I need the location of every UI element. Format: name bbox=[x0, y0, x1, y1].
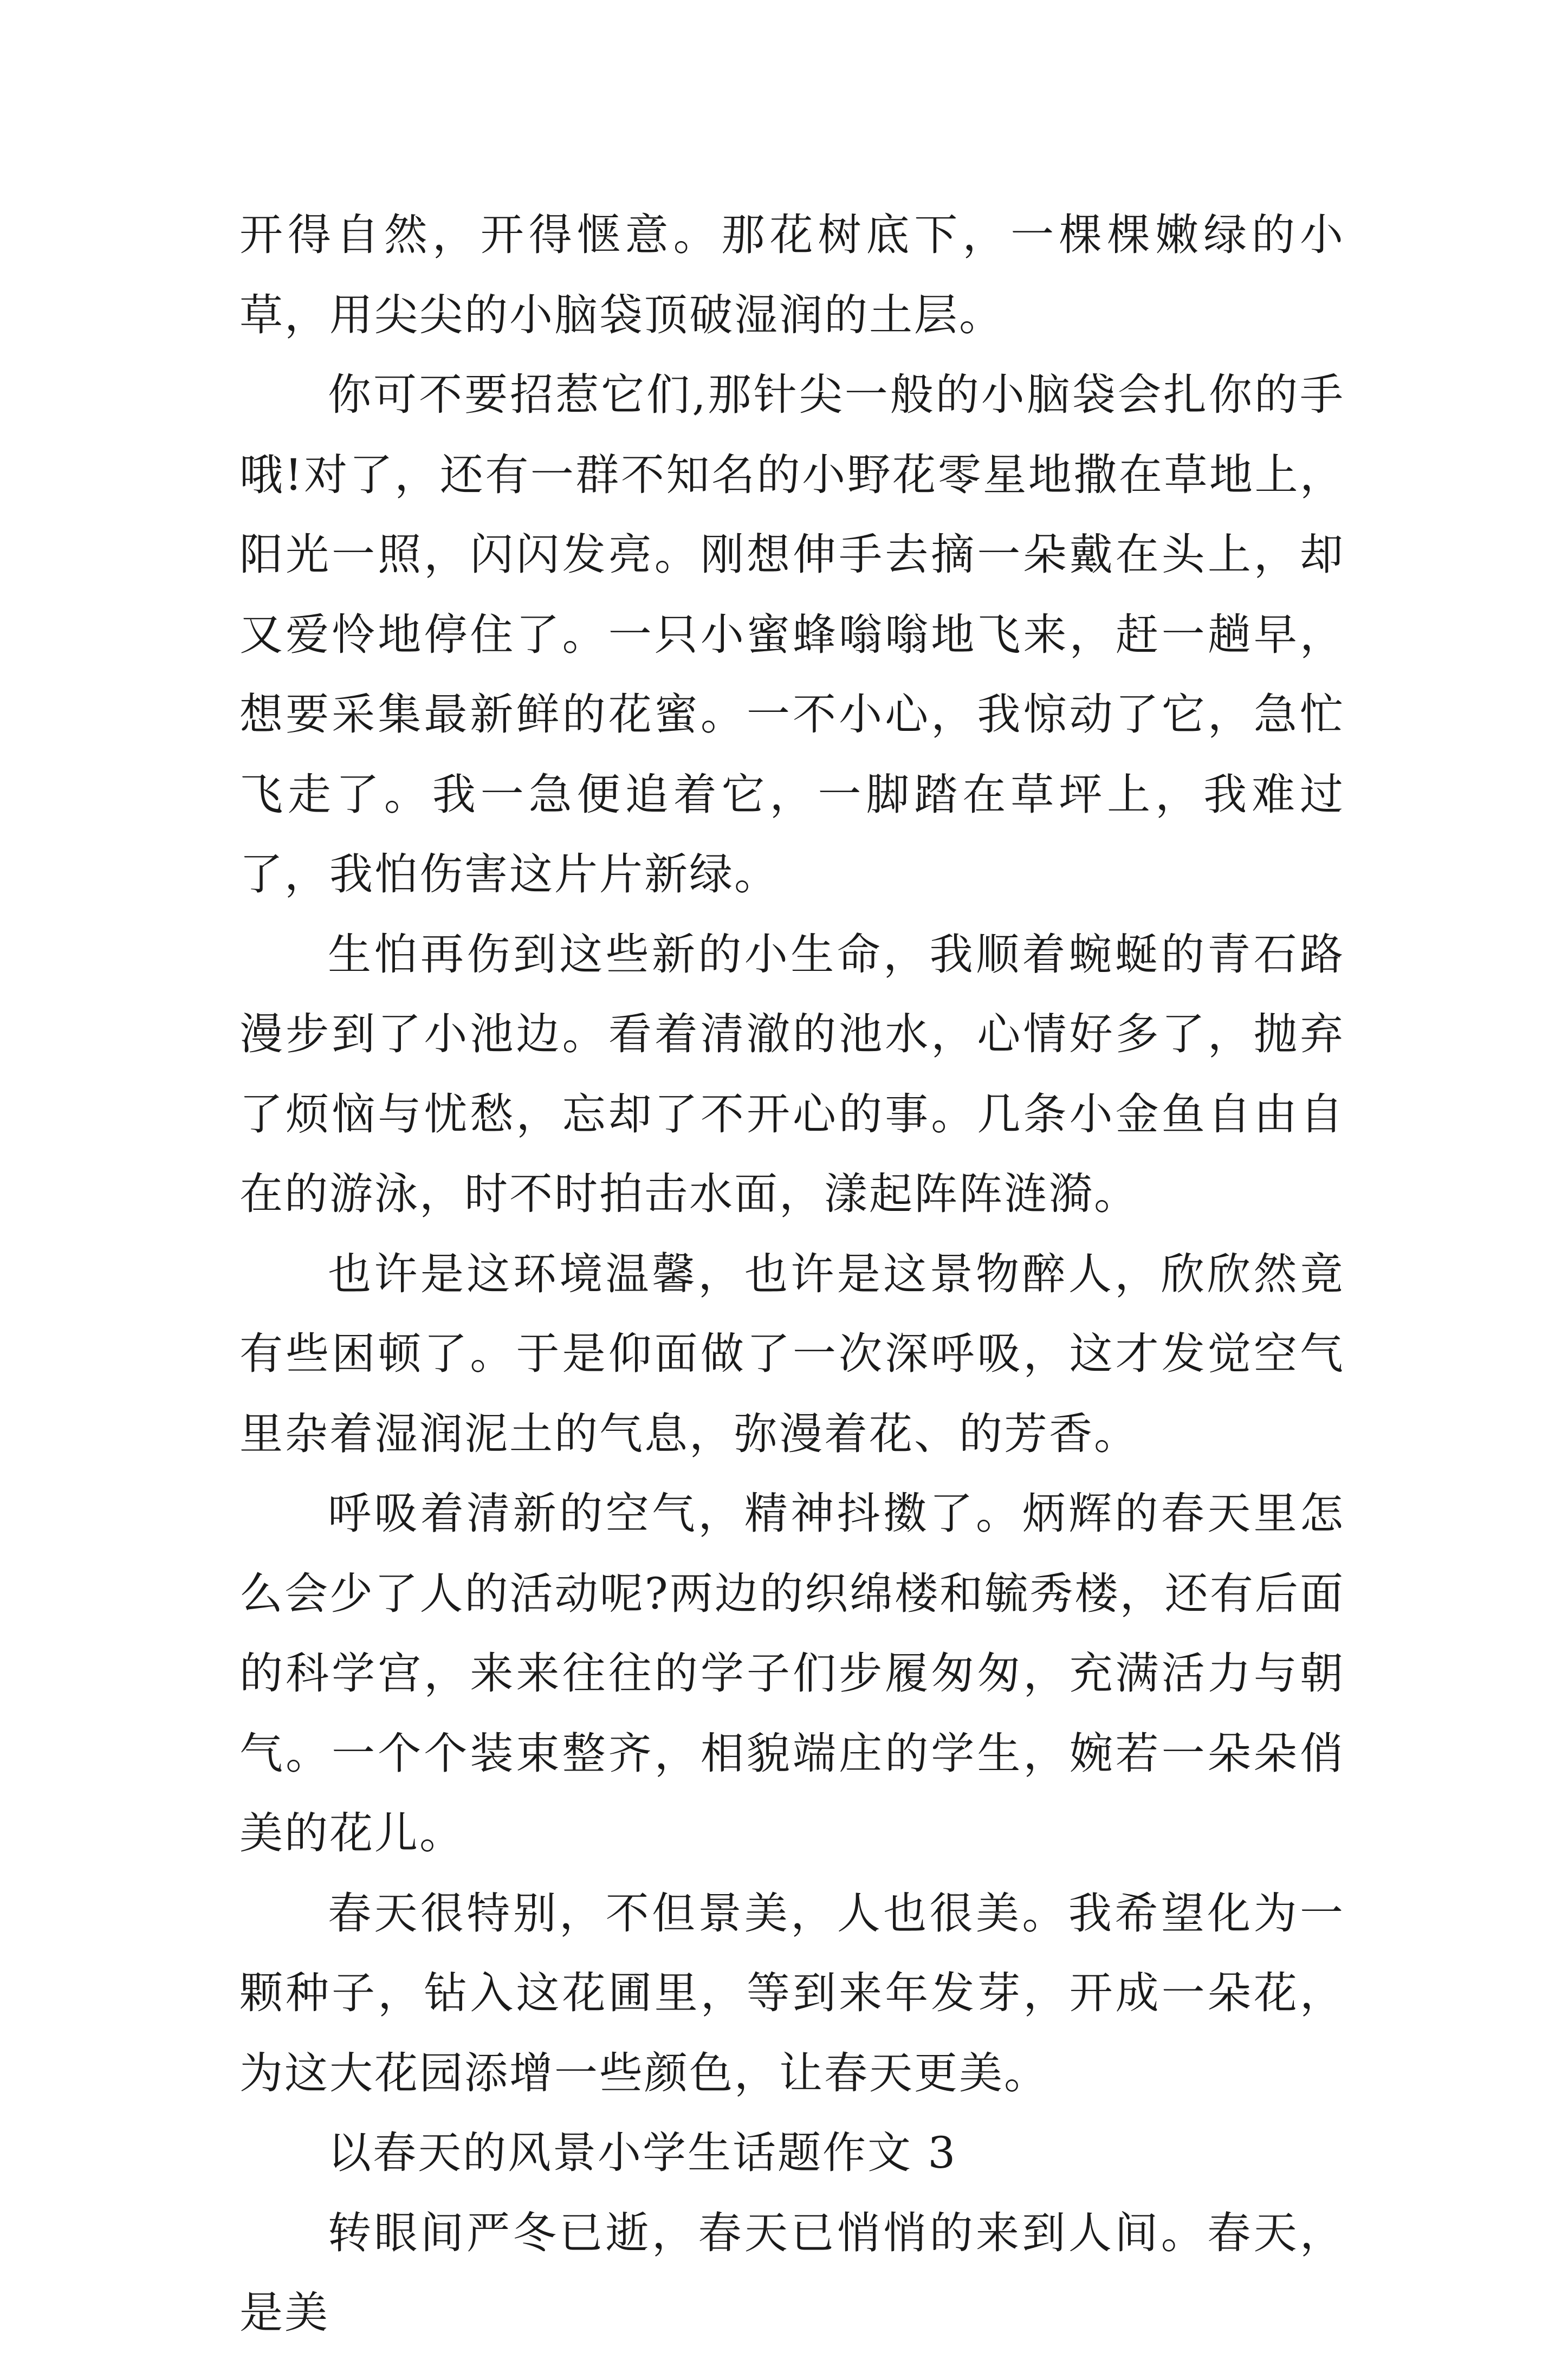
paragraph-1: 开得自然，开得惬意。那花树底下，一棵棵嫩绿的小草，用尖尖的小脑袋顶破湿润的土层。 bbox=[239, 210, 1345, 340]
paragraph-4: 也许是这环境温馨，也许是这景物醉人，欣欣然竟有些困顿了。于是仰面做了一次深呼吸，这才发觉空气里杂着湿润泥土的气息，弥漫着花、的芳香。 bbox=[239, 1248, 1345, 1459]
paragraph-5: 呼吸着清新的空气，精神抖擞了。炳辉的春天里怎么会少了人的活动呢?两边的织绵楼和毓秀楼，还有后面的科学宫，来来往往的学子们步履匆匆，充满活力与朝气。一个个装束整齐，相貌端庄的学生，婉若一朵朵俏美的花儿。 bbox=[239, 1488, 1345, 1858]
paragraph-6: 春天很特别，不但景美，人也很美。我希望化为一颗种子，钻入这花圃里，等到来年发芽，开成一朵花，为这大花园添增一些颜色，让春天更美。 bbox=[239, 1888, 1345, 2098]
body-text bbox=[239, 195, 1345, 2353]
section-heading: 以春天的风景小学生话题作文 3 bbox=[328, 2128, 957, 2178]
paragraph-7: 转眼间严冬已逝，春天已悄悄的来到人间。春天，是美 bbox=[239, 2207, 1345, 2338]
paragraph-3: 生怕再伤到这些新的小生命，我顺着蜿蜒的青石路漫步到了小池边。看着清澈的池水，心情好多了，抛弃了烦恼与忧愁，忘却了不开心的事。几条小金鱼自由自在的游泳，时不时拍击水面，漾起阵阵涟漪。 bbox=[239, 929, 1345, 1219]
paragraph-2: 你可不要招惹它们,那针尖一般的小脑袋会扎你的手哦!对了，还有一群不知名的小野花零星地撒在草地上，阳光一照，闪闪发亮。刚想伸手去摘一朵戴在头上，却又爱怜地停住了。一只小蜜蜂嗡嗡地飞来，赶一趟早，想要采集最新鲜的花蜜。一不小心，我惊动了它，急忙飞走了。我一急便追着它，一脚踏在草坪上，我难过了，我怕伤害这片片新绿。 bbox=[239, 370, 1345, 899]
